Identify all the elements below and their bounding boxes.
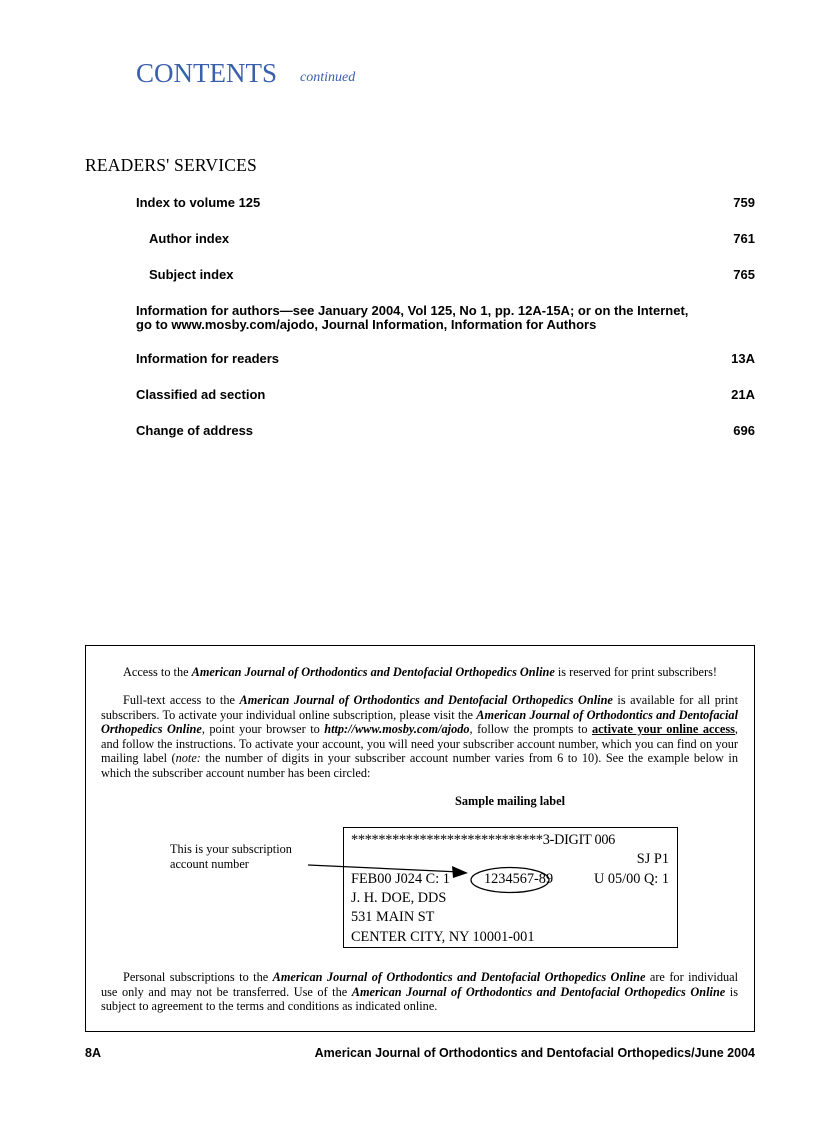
entry-page: 765 [733, 267, 755, 282]
label-line: ****************************3-DIGIT 006 [351, 832, 616, 848]
entry-page: 21A [731, 387, 755, 402]
toc-entry [136, 196, 755, 210]
label-line: CENTER CITY, NY 10001-001 [351, 929, 535, 945]
callout-text: This is your subscription account number [170, 842, 292, 871]
entry-page: 761 [733, 231, 755, 246]
entry-label: Information for readers [136, 351, 280, 366]
toc-entry [149, 232, 755, 246]
toc-entry [136, 424, 755, 438]
running-footer: American Journal of Orthodontics and Dentofacial Orthopedics/June 2004 [314, 1046, 755, 1060]
toc-entry [136, 304, 755, 332]
entry-label: Information for authors—see January 2004, Vol 125, No 1, pp. 12A-15A; or on the Internet, [136, 303, 689, 318]
entry-label-line2: go to www.mosby.com/ajodo, Journal Information, Information for Authors [136, 317, 597, 332]
sample-mailing-label [343, 827, 678, 948]
toc-entry [136, 388, 755, 402]
label-line: FEB00 J024 C: 1 1234567-89 U 05/00 Q: 1 [351, 871, 669, 887]
section-heading: READERS' SERVICES [85, 155, 257, 175]
entry-label: Author index [149, 231, 230, 246]
account-number: 1234567-89 [484, 871, 554, 887]
page-title: CONTENTS [136, 58, 277, 88]
notice-paragraph-2: Full-text access to the American Journal of Orthodontics and Dentofacial Orthopedics Online is available for all print subscribers. To activate your individual online subscription, please visit the American Journal of Orthodontics and Dentofacial Orthopedics Online, point your browser to http://www.mosby.com/ajodo, follow the prompts to activate your online access, and follow the instructions. To activate your account, you will need your subscriber account number, which you can find on your mailing label (note: the number of digits in your subscriber account number varies from 6 to 10). See the example below in which the subscriber account number has been circled: [101, 693, 738, 780]
entry-label: Classified ad section [136, 387, 266, 402]
entry-page: 759 [733, 195, 755, 210]
toc-entry [149, 268, 755, 282]
entry-label: Subject index [149, 267, 234, 282]
page-number: 8A [85, 1046, 101, 1060]
toc-entry [136, 352, 755, 366]
label-line: 531 MAIN ST [351, 909, 435, 925]
activate-online-access-link[interactable]: activate your online access [591, 722, 735, 737]
journal-url[interactable]: http://www.mosby.com/ajodo [324, 722, 470, 737]
label-line: J. H. DOE, DDS [351, 890, 447, 906]
entry-label: Change of address [136, 423, 254, 438]
notice-paragraph-3: Personal subscriptions to the American Journal of Orthodontics and Dentofacial Orthopedics Online are for individual use only and may not be transferred. Use of the American Journal of Orthodontics and Dentofacial Orthopedics Online is subject to agreement to the terms and conditions as indicated online. [101, 970, 739, 1014]
label-line: SJ P1 [636, 851, 669, 867]
continued-label: continued [300, 70, 356, 85]
entry-page: 696 [733, 423, 755, 438]
notice-paragraph-1: Access to the American Journal of Orthodontics and Dentofacial Orthopedics Online is reserved for print subscribers! [123, 665, 717, 679]
entry-page: 13A [731, 351, 755, 366]
sample-label-title: Sample mailing label [455, 794, 565, 808]
entry-label: Index to volume 125 [136, 195, 261, 210]
